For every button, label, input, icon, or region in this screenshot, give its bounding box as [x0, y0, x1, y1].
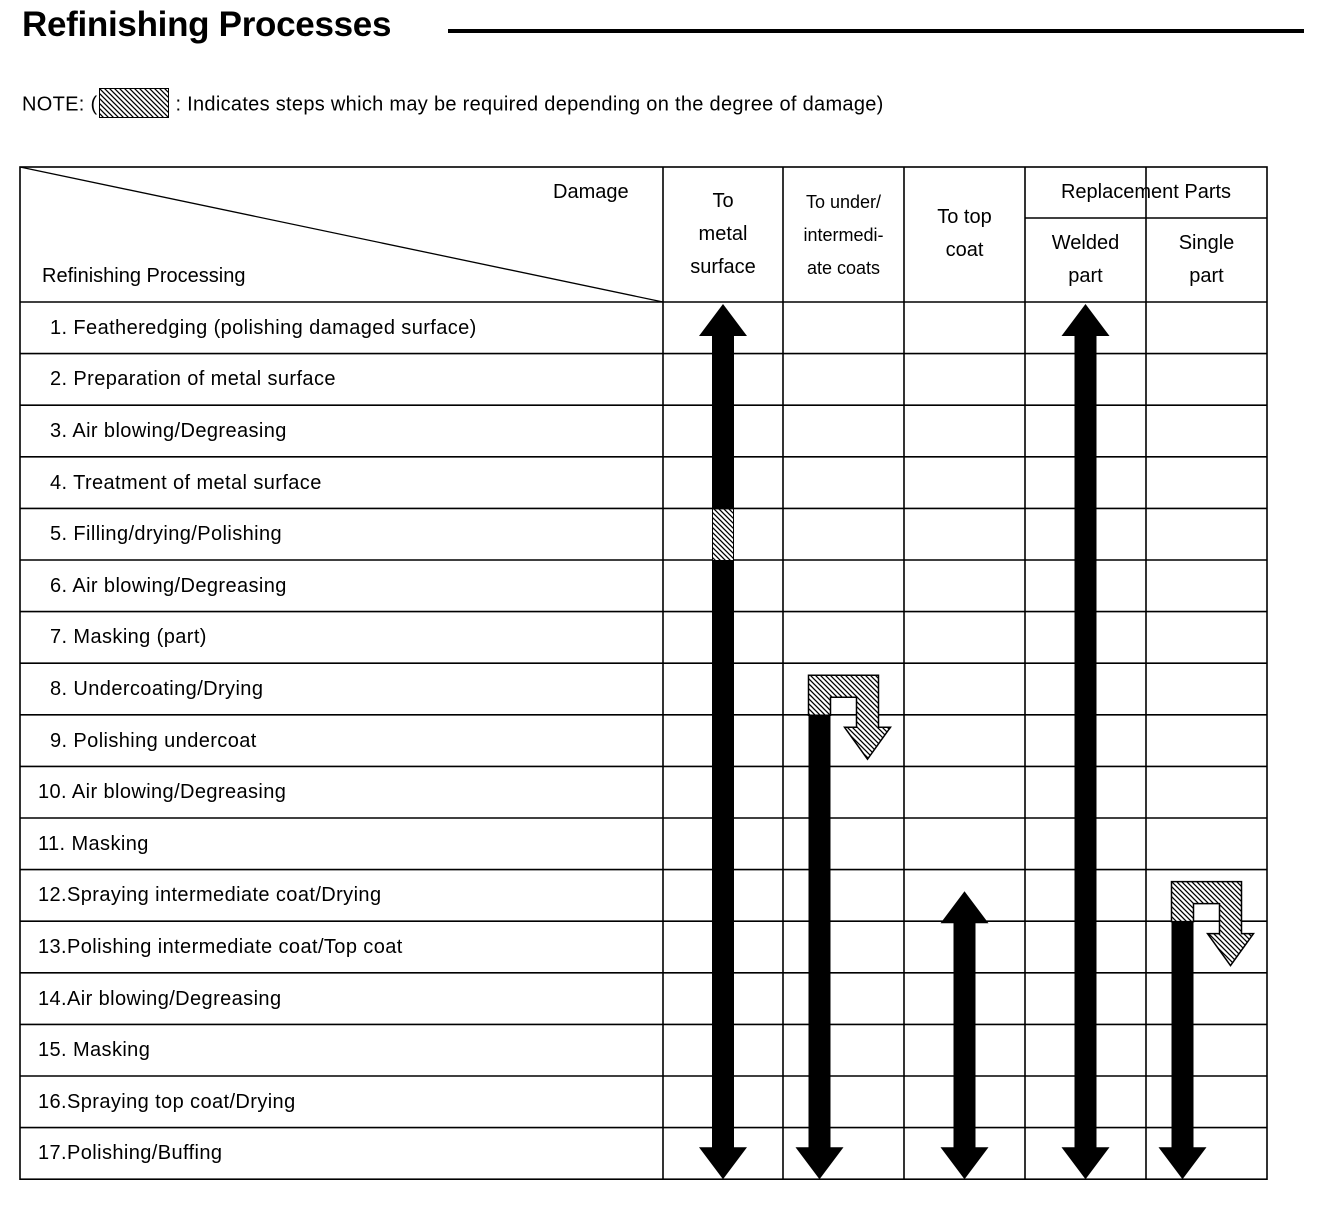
header-col-metal-line2: metal [698, 223, 748, 245]
header-col-top-line1: To top [937, 206, 992, 228]
step-label: 5. Filling/drying/Polishing [50, 523, 283, 546]
to-metal-surface-flow-arrow [699, 304, 747, 1179]
step-label: 13.Polishing intermediate coat/Top coat [38, 936, 403, 958]
step-label: 9. Polishing undercoat [50, 729, 257, 752]
header-col-metal-line1: To [712, 190, 734, 212]
note-text: : Indicates steps which may be required depending on the degree of damage) [175, 93, 884, 116]
header-refinishing-processing: Refinishing Processing [42, 265, 246, 287]
header-replacement-parts: Replacement Parts [1060, 181, 1232, 203]
to-metal-surface-optional-segment [713, 509, 733, 560]
step-label: 3. Air blowing/Degreasing [50, 420, 287, 442]
header-col-under-line1: To under/ [805, 192, 882, 212]
header-col-top-coat [904, 201, 1025, 267]
step-label: 6. Air blowing/Degreasing [50, 574, 287, 597]
header-welded-line1: Welded [1051, 232, 1120, 254]
welded-part-flow-arrow [1062, 304, 1110, 1179]
step-label: 2. Preparation of metal surface [50, 368, 336, 391]
to-top-coat-flow-arrow [941, 891, 989, 1179]
step-label: 11. Masking [38, 832, 149, 855]
header-welded-line2: part [1068, 265, 1103, 287]
step-label: 15. Masking [38, 1039, 151, 1062]
step-label: 12.Spraying intermediate coat/Drying [38, 884, 382, 907]
header-col-under-line2: intermedi- [803, 225, 884, 245]
header-col-top-line2: coat [945, 239, 984, 261]
header-col-metal-line3: surface [690, 256, 756, 278]
header-damage: Damage [553, 181, 629, 203]
step-label: 4. Treatment of metal surface [50, 471, 322, 494]
header-single-line2: part [1189, 265, 1224, 287]
step-label: 17.Polishing/Buffing [38, 1142, 223, 1165]
step-label: 8. Undercoating/Drying [50, 678, 264, 700]
step-label: 16.Spraying top coat/Drying [38, 1090, 296, 1113]
single-part-flow-arrow [1159, 922, 1207, 1180]
header-single-line1: Single [1178, 232, 1235, 254]
header-col-metal-surface [663, 185, 783, 284]
header-col-welded-part [1025, 227, 1146, 293]
step-label: 7. Masking (part) [50, 626, 207, 649]
step-label: 1. Featheredging (polishing damaged surface) [50, 316, 477, 339]
header-col-under-line3: ate coats [806, 258, 881, 278]
header-col-single-part [1146, 227, 1267, 293]
page-title: Refinishing Processes [22, 5, 392, 44]
flow-arrows [699, 304, 1254, 1179]
step-label: 10. Air blowing/Degreasing [38, 781, 287, 804]
step-label: 14.Air blowing/Degreasing [38, 987, 282, 1010]
note-prefix: NOTE: ( [22, 93, 98, 116]
to-under-intermediate-coats-flow-arrow [796, 715, 844, 1179]
header-col-under-intermediate [783, 186, 904, 285]
